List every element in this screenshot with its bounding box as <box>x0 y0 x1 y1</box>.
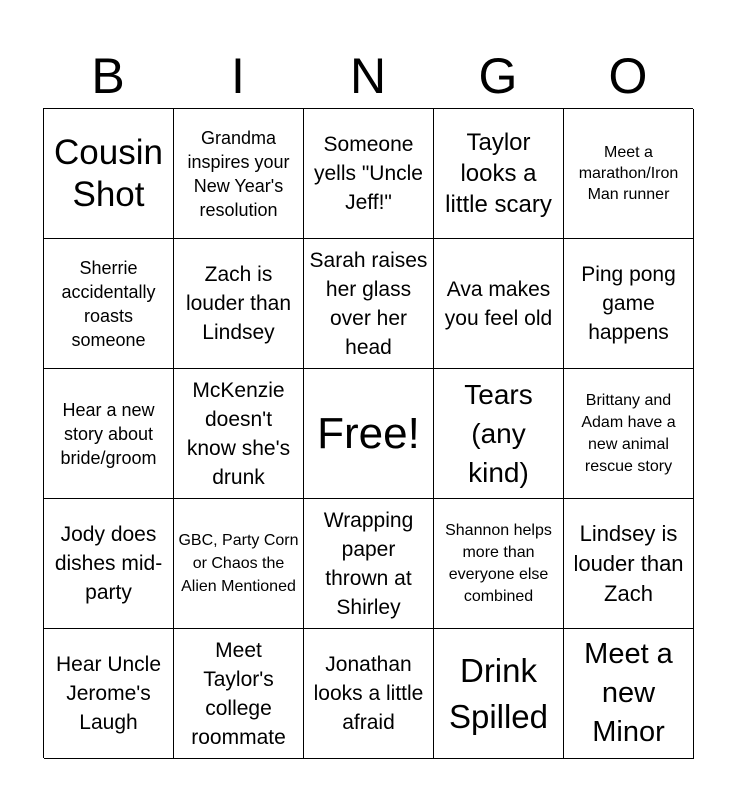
cell-text: Lindsey is louder than Zach <box>573 520 684 606</box>
bingo-cell[interactable] <box>564 629 694 759</box>
cell-text: Meet Taylor's college roommate <box>191 638 286 749</box>
bingo-cell[interactable] <box>174 629 304 759</box>
bingo-cell[interactable] <box>174 109 304 239</box>
cell-text: Grandma inspires your New Year's resolution <box>187 127 290 220</box>
bingo-cell[interactable] <box>174 499 304 629</box>
cell-text: Taylor looks a little scary <box>445 129 552 218</box>
header-letter-b: B <box>91 48 125 104</box>
cell-text: Jonathan looks a little afraid <box>313 653 424 734</box>
bingo-cell[interactable] <box>174 239 304 369</box>
bingo-cell[interactable] <box>174 369 304 499</box>
bingo-cell[interactable] <box>434 239 564 369</box>
cell-text: Zach is louder than Lindsey <box>185 263 292 344</box>
cell-text: Brittany and Adam have a new animal rescue story <box>581 391 676 475</box>
free-space-text: Free! <box>317 408 420 458</box>
cell-text: Hear a new story about bride/groom <box>60 399 157 468</box>
cell-text: McKenzie doesn't know she's drunk <box>186 378 291 489</box>
cell-text: Meet a new Minor <box>584 638 673 748</box>
header-letter-n: N <box>349 48 387 104</box>
cell-text: Sarah raises her glass over her head <box>309 248 428 359</box>
bingo-cell[interactable] <box>304 239 434 369</box>
cell-text: Meet a marathon/Iron Man runner <box>578 144 679 203</box>
bingo-header <box>43 44 693 108</box>
bingo-cell[interactable] <box>44 629 174 759</box>
bingo-cell[interactable] <box>434 369 564 499</box>
cell-text: Tears (any kind) <box>464 379 533 488</box>
bingo-cell[interactable] <box>564 239 694 369</box>
bingo-cell[interactable] <box>564 499 694 629</box>
bingo-cell[interactable] <box>44 239 174 369</box>
bingo-cell[interactable] <box>44 369 174 499</box>
cell-text: Jody does dishes mid-party <box>54 523 163 604</box>
cell-text: Hear Uncle Jerome's Laugh <box>55 653 162 734</box>
cell-text: Drink Spilled <box>448 651 549 735</box>
header-letter-o: O <box>608 48 648 104</box>
bingo-cell[interactable] <box>304 499 434 629</box>
bingo-grid <box>43 108 693 758</box>
header-letter-g: G <box>478 48 518 104</box>
cell-text: Someone yells "Uncle Jeff!" <box>314 133 423 214</box>
bingo-cell[interactable] <box>564 109 694 239</box>
bingo-cell[interactable] <box>44 109 174 239</box>
cell-text: Wrapping paper thrown at Shirley <box>323 508 414 619</box>
cell-text: GBC, Party Corn or Chaos the Alien Mentioned <box>178 532 299 595</box>
bingo-cell[interactable] <box>304 629 434 759</box>
cell-text: Ava makes you feel old <box>444 277 553 330</box>
bingo-cell[interactable] <box>304 109 434 239</box>
cell-text: Ping pong game happens <box>581 263 676 344</box>
bingo-cell[interactable] <box>564 369 694 499</box>
cell-text: Cousin Shot <box>54 132 163 214</box>
header-letter-i: I <box>231 48 245 104</box>
cell-text: Sherrie accidentally roasts someone <box>61 257 156 350</box>
bingo-cell-free[interactable] <box>304 369 434 499</box>
cell-text: Shannon helps more than everyone else combined <box>445 521 552 605</box>
bingo-cell[interactable] <box>434 629 564 759</box>
bingo-cell[interactable] <box>44 499 174 629</box>
bingo-cell[interactable] <box>434 109 564 239</box>
bingo-cell[interactable] <box>434 499 564 629</box>
